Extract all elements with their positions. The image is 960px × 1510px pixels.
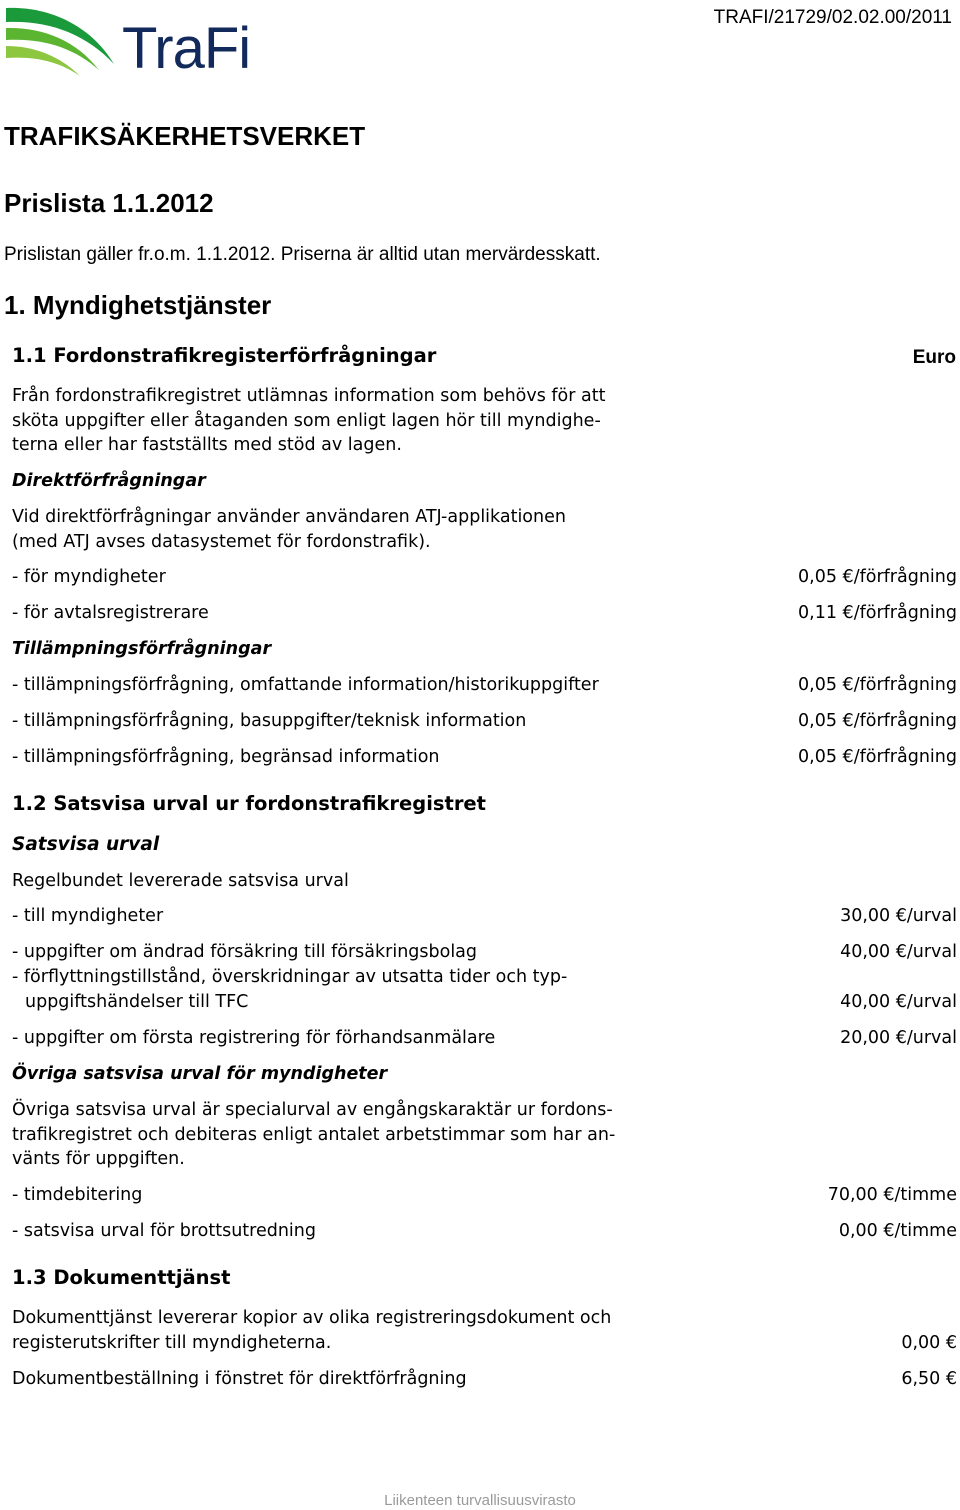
description-line: Från fordonstrafikregistret utlämnas information som behövs för att	[12, 386, 606, 406]
price-item-value: 0,00 €/timme	[838, 1221, 957, 1241]
price-item-label: - uppgifter om första registrering för förhandsanmälare	[12, 1028, 496, 1048]
trafi-swoosh-icon	[4, 0, 129, 90]
section-1-3-heading: 1.3 Dokumenttjänst	[12, 1266, 231, 1289]
description-line: registerutskrifter till myndigheterna.	[12, 1332, 332, 1353]
intro-text: Prislistan gäller fr.o.m. 1.1.2012. Priserna är alltid utan mervärdesskatt.	[4, 244, 601, 265]
description-line: terna eller har fastställts med stöd av lagen.	[12, 435, 402, 455]
price-item-label: - förflyttningstillstånd, överskridningar av utsatta tider och typ-	[12, 967, 568, 987]
batch-selection-subheading: Regelbundet levererade satsvisa urval	[12, 871, 349, 891]
agency-name: TRAFIKSÄKERHETSVERKET	[4, 121, 366, 151]
description-line: trafikregistret och debiteras enligt antalet arbetstimmar som har an-	[12, 1124, 616, 1145]
other-batch-description	[12, 1098, 615, 1172]
price-item-label: - tillämpningsförfrågning, begränsad information	[12, 747, 440, 767]
description-line: (med ATJ avses datasystemet för fordonstrafik).	[12, 531, 431, 552]
page-footer: Liikenteen turvallisuusvirasto	[384, 1492, 576, 1509]
price-item-value: 0,11 €/förfrågning	[798, 603, 957, 623]
price-item-value: 0,05 €/förfrågning	[798, 567, 957, 587]
price-item-label: - till myndigheter	[12, 906, 164, 926]
price-item-value: 0,05 €/förfrågning	[798, 675, 957, 695]
section-1-1-description	[12, 384, 605, 458]
price-item-value: 0,05 €/förfrågning	[798, 747, 957, 767]
application-queries-heading: Tillämpningsförfrågningar	[12, 639, 272, 659]
price-item-value: 30,00 €/urval	[840, 906, 957, 926]
section-1-2-heading: 1.2 Satsvisa urval ur fordonstrafikregistret	[12, 792, 486, 815]
section-1-1-heading: 1.1 Fordonstrafikregisterförfrågningar	[12, 344, 437, 367]
document-id: TRAFI/21729/02.02.00/2011	[713, 7, 952, 28]
price-item-value: 70,00 €/timme	[827, 1185, 957, 1205]
description-line: Övriga satsvisa urval är specialurval av engångskaraktär ur fordons-	[12, 1100, 613, 1120]
direct-queries-description	[12, 505, 566, 554]
document-service-description	[12, 1306, 611, 1355]
description-line: Vid direktförfrågningar använder användaren ATJ-applikationen	[12, 507, 566, 527]
price-item-label: - timdebitering	[12, 1185, 143, 1205]
price-item-value: 40,00 €/urval	[840, 992, 957, 1012]
price-item-label: - för myndigheter	[12, 567, 166, 587]
price-item-value: 40,00 €/urval	[840, 942, 957, 962]
logo-text: TraFi	[122, 16, 251, 81]
description-line: vänts för uppgiften.	[12, 1149, 185, 1169]
price-item-value: 0,00 €	[901, 1333, 957, 1353]
price-item-label: Dokumentbeställning i fönstret för direktförfrågning	[12, 1369, 467, 1389]
price-item-value: 20,00 €/urval	[840, 1028, 957, 1048]
price-item-value: 0,05 €/förfrågning	[798, 711, 957, 731]
description-line: Dokumenttjänst levererar kopior av olika registreringsdokument och	[12, 1308, 612, 1328]
section-1-heading: 1. Myndighetstjänster	[4, 290, 272, 320]
direct-queries-heading: Direktförfrågningar	[12, 471, 206, 491]
currency-label: Euro	[912, 347, 956, 368]
price-item-label: - uppgifter om ändrad försäkring till försäkringsbolag	[12, 942, 478, 962]
description-line: sköta uppgifter eller åtaganden som enligt lagen hör till myndighe-	[12, 410, 601, 431]
page-title: Prislista 1.1.2012	[4, 188, 214, 218]
other-batch-heading: Övriga satsvisa urval för myndigheter	[12, 1064, 388, 1084]
price-item-label: - satsvisa urval för brottsutredning	[12, 1221, 316, 1241]
price-item-value: 6,50 €	[901, 1369, 957, 1389]
batch-selection-heading: Satsvisa urval	[12, 834, 160, 855]
price-item-label-continued: uppgiftshändelser till TFC	[25, 992, 249, 1012]
price-item-label: - tillämpningsförfrågning, basuppgifter/teknisk information	[12, 711, 527, 731]
price-item-label: - tillämpningsförfrågning, omfattande information/historikuppgifter	[12, 675, 599, 695]
price-item-label: - för avtalsregistrerare	[12, 603, 209, 623]
